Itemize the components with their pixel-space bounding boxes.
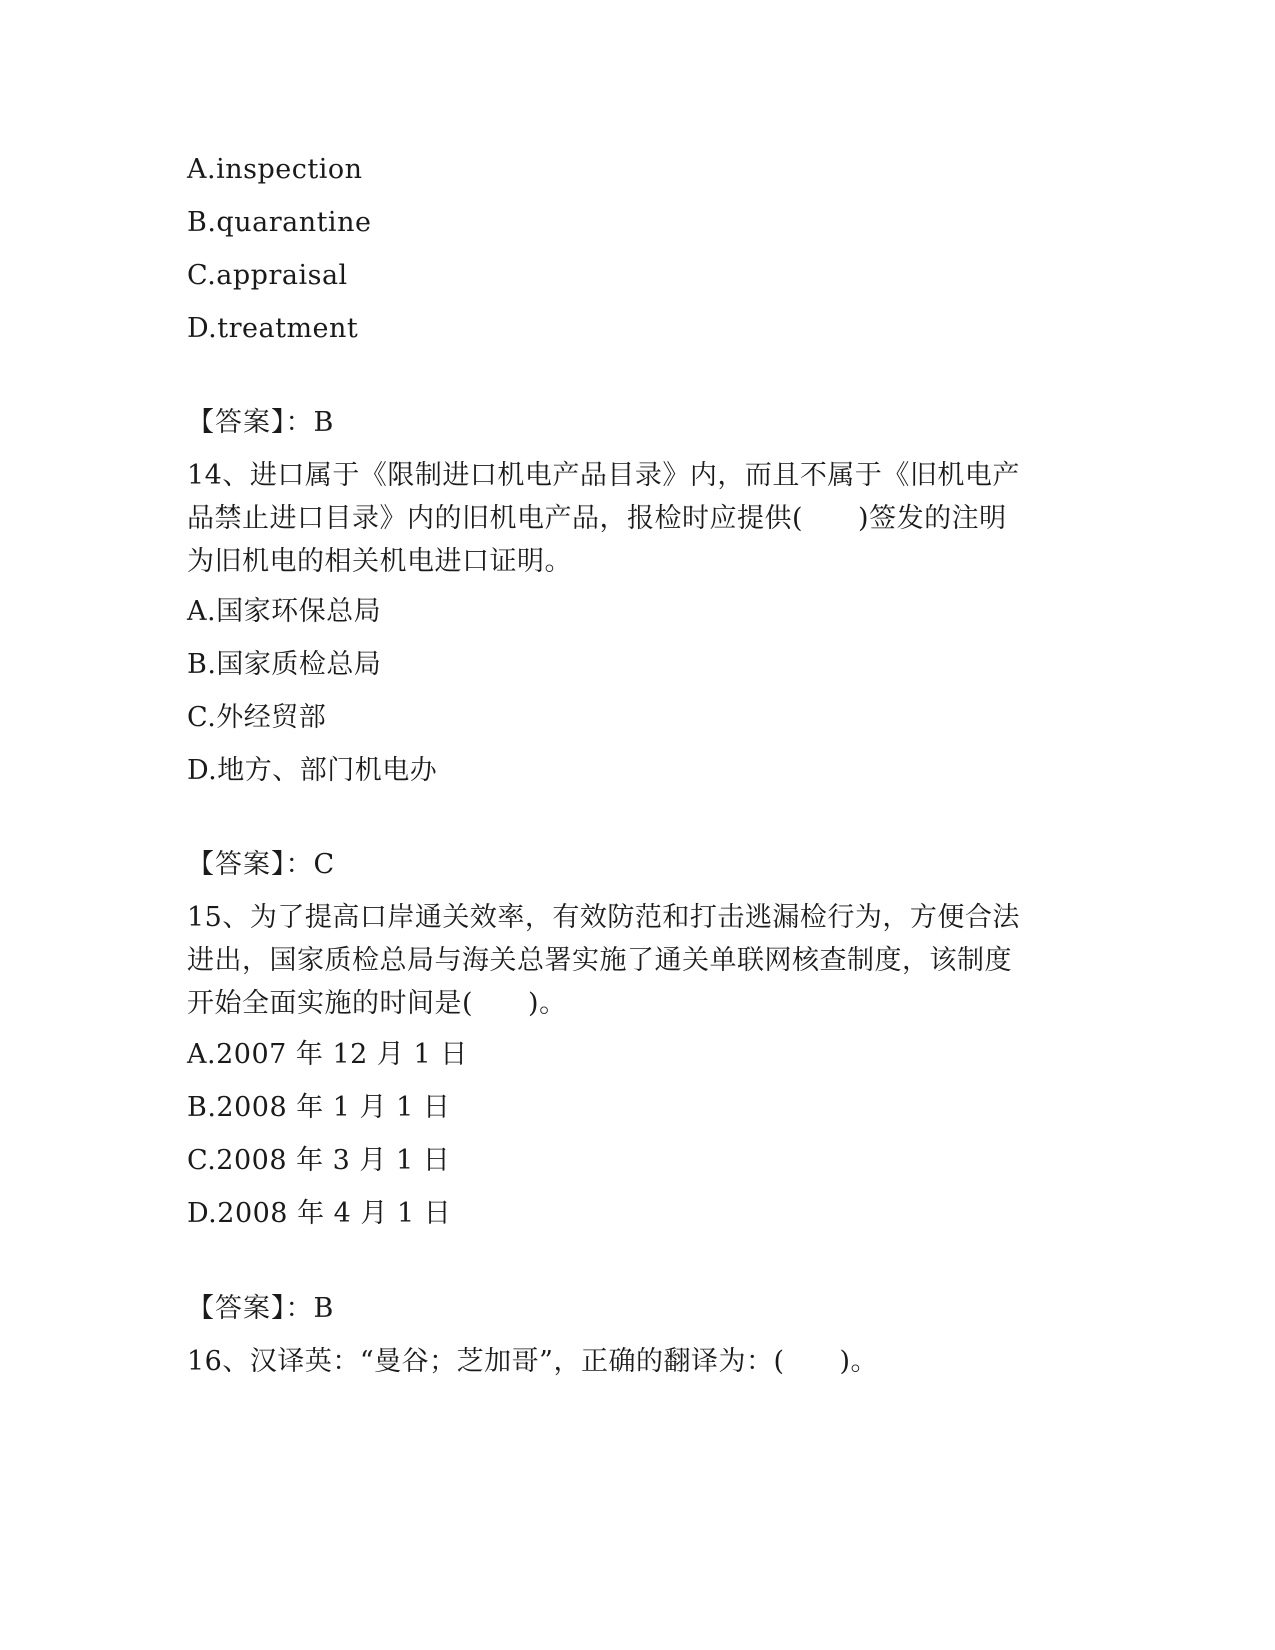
q15-stem-line-2: 进出，国家质检总局与海关总署实施了通关单联网核查制度，该制度	[187, 945, 1012, 976]
q16-stem-line-1: 16、汉译英：“曼谷；芝加哥”，正确的翻译为：( )。	[187, 1346, 879, 1377]
q14-option-b: B.国家质检总局	[187, 649, 382, 680]
q15-option-a: A.2007 年 12 月 1 日	[187, 1039, 468, 1070]
q15-stem-line-3: 开始全面实施的时间是( )。	[187, 988, 567, 1019]
q14-answer: 【答案】：C	[187, 849, 336, 880]
q14-option-a: A.国家环保总局	[187, 596, 382, 627]
q13-option-d: D.treatment	[187, 313, 359, 344]
q14-stem-line-3: 为旧机电的相关机电进口证明。	[187, 546, 572, 577]
q15-option-c: C.2008 年 3 月 1 日	[187, 1145, 451, 1176]
q13-option-c: C.appraisal	[187, 260, 348, 291]
q14-stem-line-2: 品禁止进口目录》内的旧机电产品，报检时应提供( )签发的注明	[187, 503, 1007, 534]
q14-stem-line-1: 14、进口属于《限制进口机电产品目录》内，而且不属于《旧机电产	[187, 460, 1020, 491]
q13-option-a: A.inspection	[187, 154, 363, 185]
q13-answer: 【答案】：B	[187, 407, 335, 438]
q15-stem-line-1: 15、为了提高口岸通关效率，有效防范和打击逃漏检行为，方便合法	[187, 902, 1020, 933]
q15-option-b: B.2008 年 1 月 1 日	[187, 1092, 451, 1123]
q15-answer: 【答案】：B	[187, 1293, 335, 1324]
q14-option-c: C.外经贸部	[187, 702, 327, 733]
q13-option-b: B.quarantine	[187, 207, 372, 238]
q14-option-d: D.地方、部门机电办	[187, 755, 438, 786]
q15-option-d: D.2008 年 4 月 1 日	[187, 1198, 452, 1229]
